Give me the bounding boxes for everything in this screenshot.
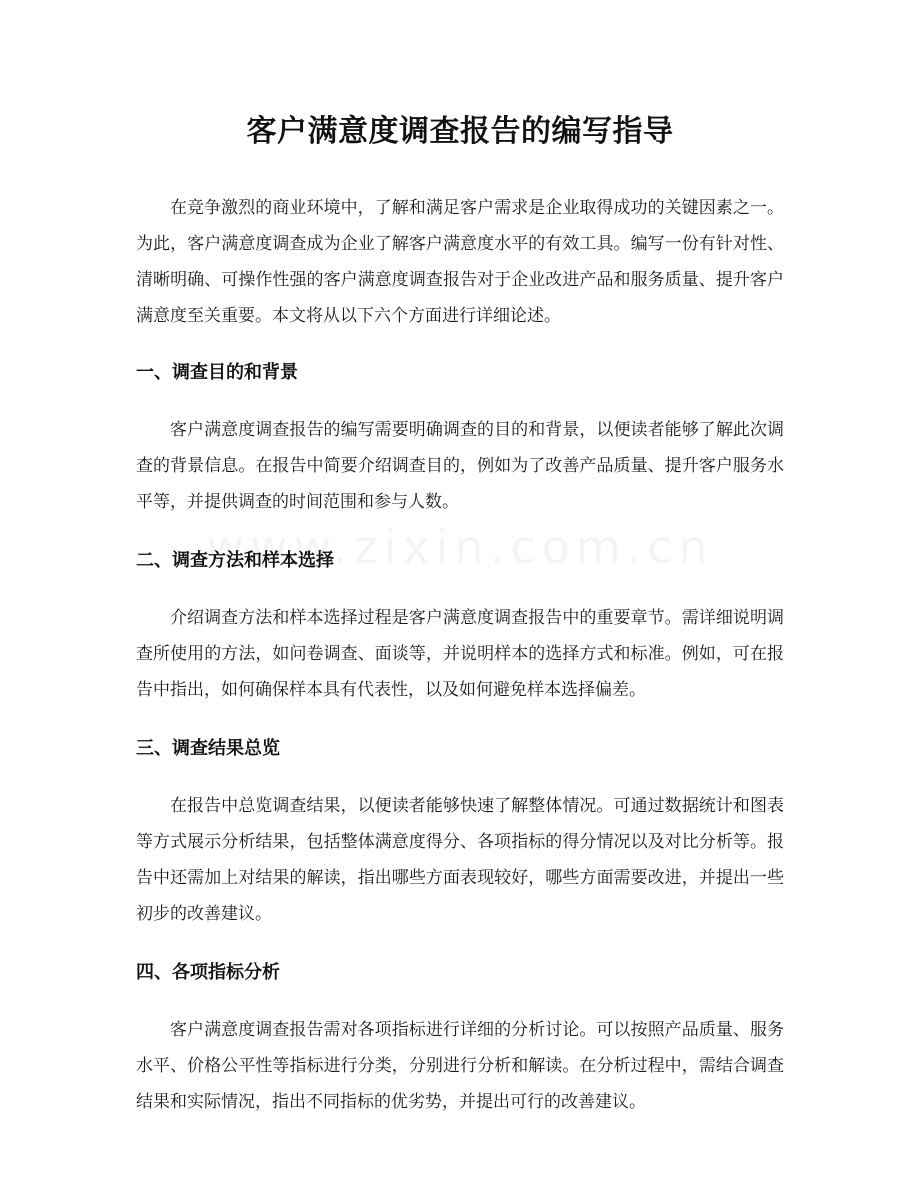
intro-paragraph: 在竞争激烈的商业环境中，了解和满足客户需求是企业取得成功的关键因素之一。为此，客户满意度调查成为企业了解客户满意度水平的有效工具。编写一份有针对性、清晰明确、可操作性强的客户满意度调查报告对于企业改进产品和服务质量、提升客户满意度至关重要。本文将从以下六个方面进行详细论述。 — [136, 198, 784, 326]
section-paragraph: 介绍调查方法和样本选择过程是客户满意度调查报告中的重要章节。需详细说明调查所使用的方法，如问卷调查、面谈等，并说明样本的选择方式和标准。例如，可在报告中指出，如何确保样本具有代表性，以及如何避免样本选择偏差。 — [136, 608, 784, 700]
section-results-overview — [136, 732, 784, 932]
section-paragraph: 在报告中总览调查结果，以便读者能够快速了解整体情况。可通过数据统计和图表等方式展示分析结果，包括整体满意度得分、各项指标的得分情况以及对比分析等。报告中还需加上对结果的解读，指出哪些方面表现较好，哪些方面需要改进，并提出一些初步的改善建议。 — [136, 796, 784, 924]
section-heading: 二、调查方法和样本选择 — [136, 550, 334, 571]
section-heading: 四、各项指标分析 — [136, 962, 280, 983]
section-indicator-analysis — [136, 956, 784, 1120]
section-purpose-background — [136, 356, 784, 520]
section-paragraph: 客户满意度调查报告的编写需要明确调查的目的和背景，以便读者能够了解此次调查的背景信息。在报告中简要介绍调查目的，例如为了改善产品质量、提升客户服务水平等，并提供调查的时间范围和参与人数。 — [136, 420, 784, 512]
section-heading: 一、调查目的和背景 — [136, 362, 298, 383]
page-title: 客户满意度调查报告的编写指导 — [246, 114, 674, 149]
section-heading: 三、调查结果总览 — [136, 738, 280, 759]
section-paragraph: 客户满意度调查报告需对各项指标进行详细的分析讨论。可以按照产品质量、服务水平、价格公平性等指标进行分类，分别进行分析和解读。在分析过程中，需结合调查结果和实际情况，指出不同指标的优劣势，并提出可行的改善建议。 — [136, 1020, 784, 1112]
section-method-sample — [136, 544, 784, 708]
